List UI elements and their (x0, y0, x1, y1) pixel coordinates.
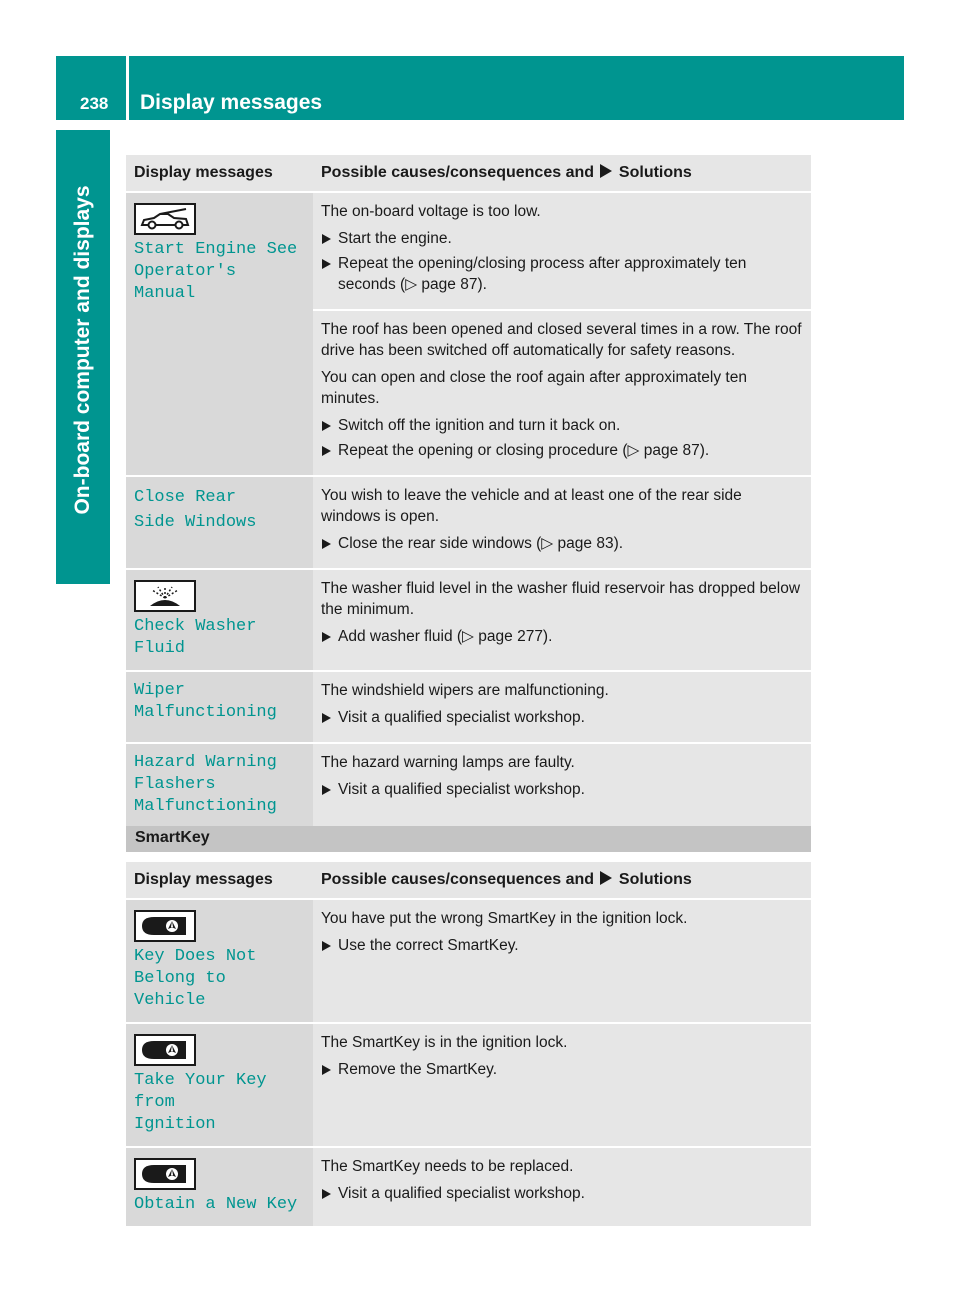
solution-cell (313, 476, 811, 569)
message-cell (126, 1023, 313, 1147)
display-message-line: Malfunctioning (134, 703, 277, 722)
table-row (126, 192, 811, 310)
cause-text: You have put the wrong SmartKey in the ignition lock. (321, 910, 688, 927)
washer-fluid-icon (134, 580, 196, 612)
solution-step: Start the engine. (321, 228, 803, 249)
message-cell (126, 1147, 313, 1227)
table-row (126, 1147, 811, 1227)
cause-text: You wish to leave the vehicle and at least one of the rear side windows is open. (321, 487, 742, 525)
col-display-messages: Display messages (126, 862, 313, 899)
message-cell (126, 192, 313, 476)
side-tab-label: On-board computer and displays (71, 185, 94, 515)
message-cell (126, 671, 313, 743)
smartkey-icon (134, 1158, 196, 1190)
solution-cell (313, 569, 811, 671)
solution-step: Visit a qualified specialist workshop. (321, 707, 803, 728)
message-cell (126, 476, 313, 569)
col-solutions-label: Solutions (618, 164, 692, 181)
table-row (126, 476, 811, 569)
display-message-line: Take Your Key from (134, 1071, 267, 1112)
display-message-line: Obtain a New Key (134, 1195, 298, 1214)
smartkey-icon (134, 1034, 196, 1066)
solution-cell (313, 192, 811, 310)
display-message-line: Key Does Not (134, 947, 257, 966)
display-message-line: Belong to Vehicle (134, 969, 226, 1010)
page-number: 238 (80, 94, 109, 113)
display-message-line: Start Engine See (134, 240, 298, 259)
cause-text: The SmartKey needs to be replaced. (321, 1158, 574, 1175)
solution-cell (313, 1023, 811, 1147)
smartkey-icon (134, 910, 196, 942)
table-header-row (126, 155, 811, 192)
cause-text: You can open and close the roof again after approximately ten minutes. (321, 369, 747, 407)
col-causes-label: Possible causes/consequences and (321, 871, 595, 888)
display-message-line: Side Windows (134, 513, 257, 532)
message-cell (126, 569, 313, 671)
solution-step: Add washer fluid (▷ page 277). (321, 626, 803, 647)
solution-step: Repeat the opening or closing procedure (▷ page 87). (321, 440, 803, 461)
col-solutions-label: Solutions (618, 871, 692, 888)
col-display-messages: Display messages (126, 155, 313, 192)
arrow-icon (600, 871, 612, 885)
display-messages-table (126, 155, 811, 830)
display-message-line: Malfunctioning (134, 797, 277, 816)
table-row (126, 743, 811, 829)
solution-step: Visit a qualified specialist workshop. (321, 1183, 803, 1204)
display-message-line: Wiper (134, 681, 186, 700)
solution-step: Switch off the ignition and turn it back on. (321, 415, 803, 436)
solution-cell (313, 310, 811, 476)
arrow-icon (600, 164, 612, 178)
smartkey-table (126, 862, 811, 1228)
cause-text: The hazard warning lamps are faulty. (321, 754, 575, 771)
solution-cell (313, 671, 811, 743)
cause-text: The roof has been opened and closed several times in a row. The roof drive has been switched off automatically for safety reasons. (321, 321, 802, 359)
header-divider (126, 56, 129, 120)
section-bar (126, 826, 811, 852)
display-message-line: Hazard Warning (134, 753, 277, 772)
col-causes-solutions (313, 155, 811, 192)
col-causes-label: Possible causes/consequences and (321, 164, 595, 181)
solution-step: Repeat the opening/closing process after approximately ten seconds (▷ page 87). (321, 253, 803, 295)
table-row (126, 899, 811, 1023)
display-message-line: Check Washer Fluid (134, 617, 257, 658)
page-title: Display messages (140, 91, 323, 114)
table-header-row (126, 862, 811, 899)
table-row (126, 1023, 811, 1147)
cause-text: The on-board voltage is too low. (321, 203, 541, 220)
cause-text: The washer fluid level in the washer fluid reservoir has dropped below the minimum. (321, 580, 801, 618)
cause-text: The windshield wipers are malfunctioning. (321, 682, 609, 699)
display-message-line: Operator's Manual (134, 262, 237, 303)
cause-text: The SmartKey is in the ignition lock. (321, 1034, 568, 1051)
table-row (126, 671, 811, 743)
message-cell (126, 899, 313, 1023)
solution-step: Remove the SmartKey. (321, 1059, 803, 1080)
solution-cell (313, 743, 811, 829)
display-message-line: Close Rear (134, 488, 237, 507)
solution-cell (313, 899, 811, 1023)
section-title: SmartKey (135, 829, 210, 846)
table-row (126, 569, 811, 671)
col-causes-solutions (313, 862, 811, 899)
solution-step: Close the rear side windows (▷ page 83). (321, 533, 803, 554)
display-message-line: Flashers (134, 775, 216, 794)
solution-cell (313, 1147, 811, 1227)
message-cell (126, 743, 313, 829)
display-message-line: Ignition (134, 1115, 216, 1134)
solution-step: Use the correct SmartKey. (321, 935, 803, 956)
solution-step: Visit a qualified specialist workshop. (321, 779, 803, 800)
convertible-roof-icon (134, 203, 196, 235)
